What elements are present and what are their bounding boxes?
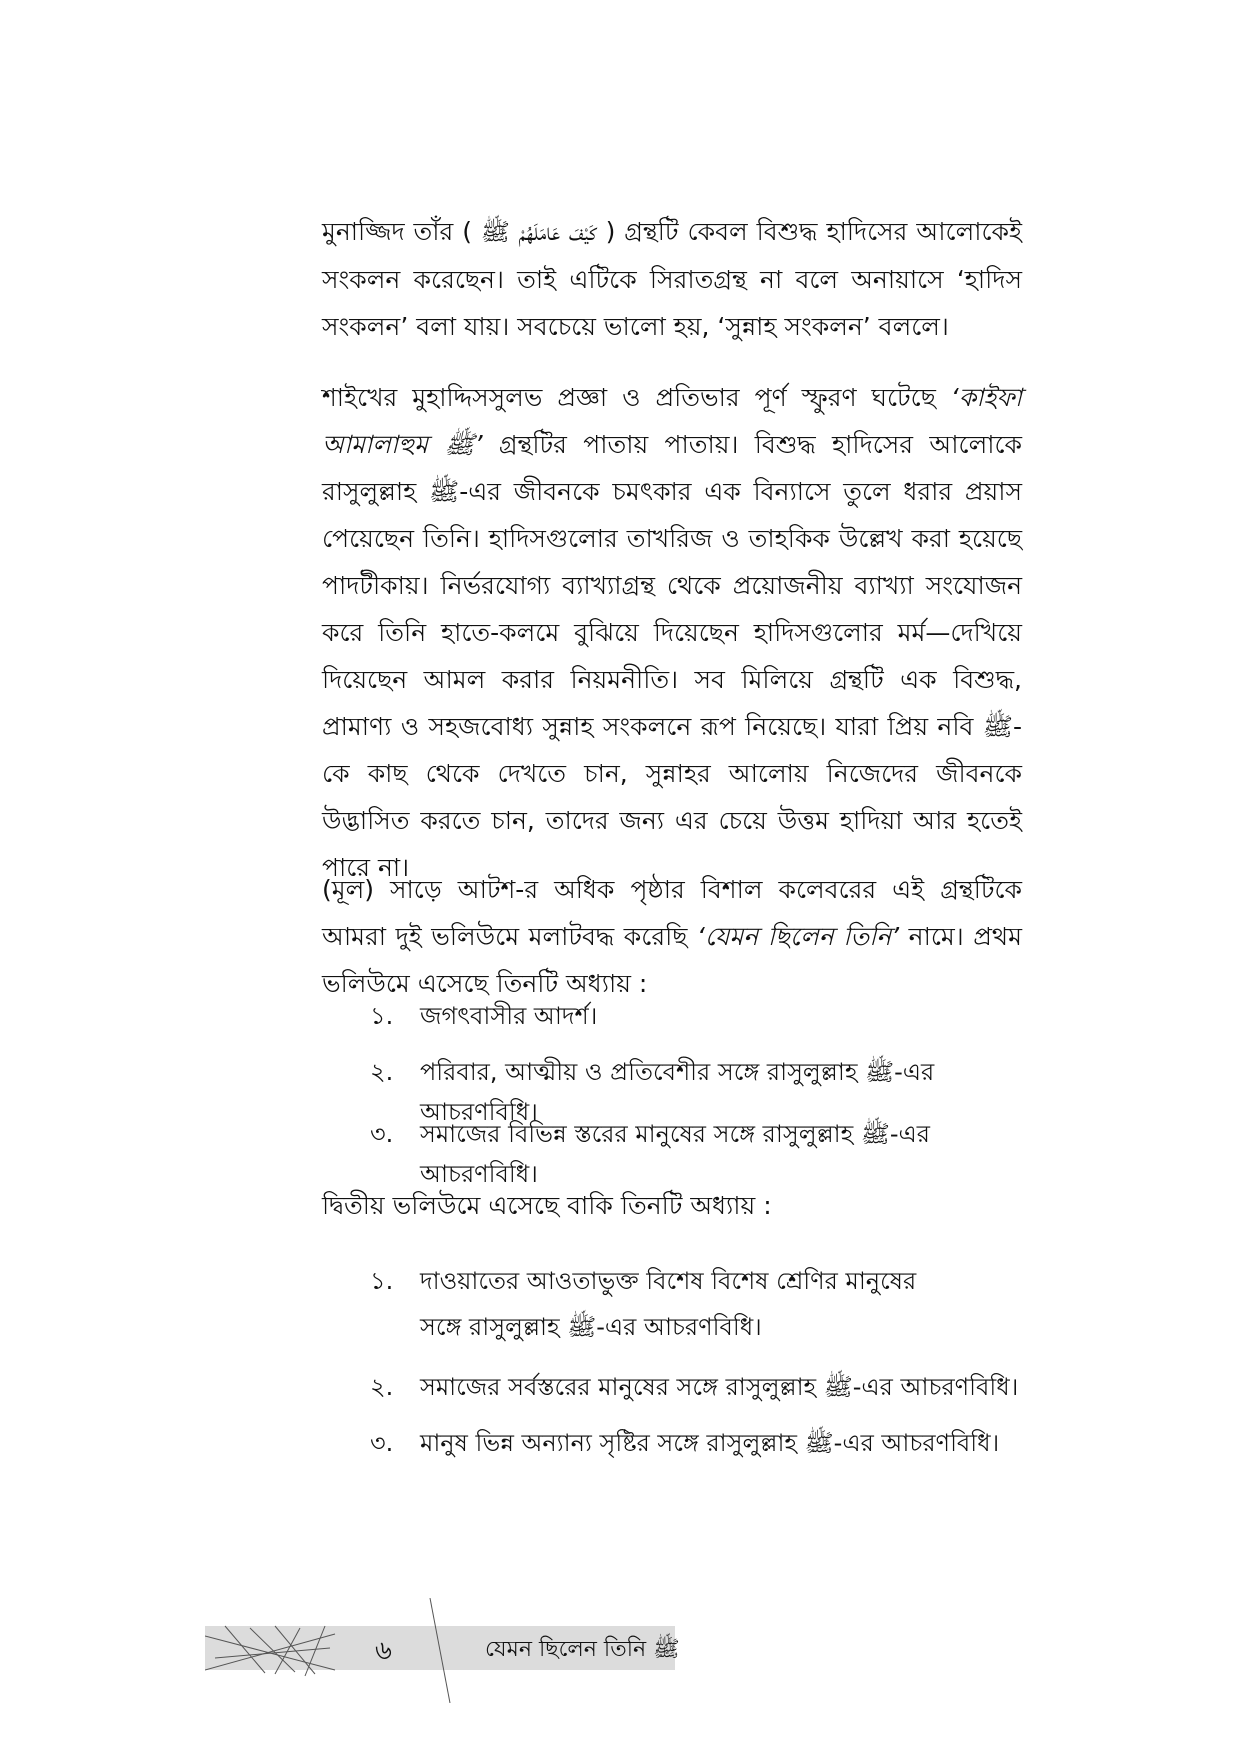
- footer-line-ornament-icon: [205, 1598, 465, 1703]
- p1-text-after: ) গ্রন্থটি কেবল বিশুদ্ধ হাদিসের আলোকেই সংকলন করেছেন। তাই এটিকে সিরাতগ্রন্থ না বলে অনায়াসে ‘হাদিস সংকলন’ বলা যায়। সবচেয়ে ভালো হয়, ‘সুন্নাহ সংকলন’ বললে।: [322, 217, 1022, 341]
- p2-text-after: গ্রন্থটির পাতায় পাতায়। বিশুদ্ধ হাদিসের আলোকে রাসুলুল্লাহ ﷺ-এর জীবনকে চমৎকার এক বিন্যাসে তুলে ধরার প্রয়াস পেয়েছেন তিনি। হাদিসগুলোর তাখরিজ ও তাহকিক উল্লেখ করা হয়েছে পাদটীকায়। নির্ভরযোগ্য ব্যাখ্যাগ্রন্থ থেকে প্রয়োজনীয় ব্যাখ্যা সংযোজন করে তিনি হাতে-কলমে বুঝিয়ে দিয়েছেন হাদিসগুলোর মর্ম—দেখিয়ে দিয়েছেন আমল করার নিয়মনীতি। সব মিলিয়ে গ্রন্থটি এক বিশুদ্ধ, প্রামাণ্য ও সহজবোধ্য সুন্নাহ সংকলনে রূপ নিয়েছে। যারা প্রিয় নবি ﷺ-কে কাছ থেকে দেখতে চান, সুন্নাহর আলোয় নিজেদের জীবনকে উদ্ভাসিত করতে চান, তাদের জন্য এর চেয়ে উত্তম হাদিয়া আর হতেই পারে না।: [322, 430, 1022, 882]
- p2-text-before: শাইখের মুহাদ্দিসসুলভ প্রজ্ঞা ও প্রতিভার পূর্ণ স্ফুরণ ঘটেছে: [322, 383, 951, 412]
- list-item: ১. জগৎবাসীর আদর্শ।: [370, 1002, 598, 1030]
- p3-italic-title: ‘যেমন ছিলেন তিনি’: [696, 922, 900, 951]
- paragraph-2: [322, 374, 1022, 891]
- arabic-book-title: كَيْفَ عَامَلَهُمْ ﷺ: [480, 218, 597, 246]
- list-item: ১. দাওয়াতের আওতাভুক্ত বিশেষ বিশেষ শ্রেণির মানুষের সঙ্গে রাসুলুল্লাহ ﷺ-এর আচরণবিধি।: [370, 1267, 917, 1341]
- p1-text-before: মুনাজ্জিদ তাঁর (: [322, 217, 472, 246]
- list-item: ২. পরিবার, আত্মীয় ও প্রতিবেশীর সঙ্গে রাসুলুল্লাহ ﷺ-এর আচরণবিধি।: [370, 1058, 935, 1126]
- paragraph-1: [322, 208, 1022, 350]
- list-item: ৩. সমাজের বিভিন্ন স্তরের মানুষের সঙ্গে রাসুলুল্লাহ ﷺ-এর আচরণবিধি।: [370, 1120, 930, 1188]
- list-item: ২. সমাজের সর্বস্তরের মানুষের সঙ্গে রাসুলুল্লাহ ﷺ-এর আচরণবিধি।: [370, 1373, 1019, 1401]
- running-book-title: যেমন ছিলেন তিনি ﷺ: [485, 1637, 680, 1662]
- paragraph-4: দ্বিতীয় ভলিউমে এসেছে বাকি তিনটি অধ্যায় :: [322, 1191, 772, 1220]
- list-item: ৩. মানুষ ভিন্ন অন্যান্য সৃষ্টির সঙ্গে রাসুলুল্লাহ ﷺ-এর আচরণবিধি।: [370, 1429, 1000, 1457]
- p3-text-after: নামে। প্রথম ভলিউমে এসেছে তিনটি অধ্যায় :: [322, 922, 1022, 998]
- p2-italic-title: ‘কাইফা আমালাহুম ﷺ’: [322, 383, 1022, 459]
- volume-1-chapter-list: [370, 998, 1030, 1188]
- paragraph-3: [322, 866, 1022, 1007]
- p3-text-before: (মূল) সাড়ে আটশ-র অধিক পৃষ্ঠার বিশাল কলেবরের এই গ্রন্থটিকে আমরা দুই ভলিউমে মলাটবদ্ধ করেছি: [322, 875, 1022, 951]
- page-number: ৬: [375, 1636, 392, 1666]
- volume-2-chapter-list: [370, 1258, 1030, 1476]
